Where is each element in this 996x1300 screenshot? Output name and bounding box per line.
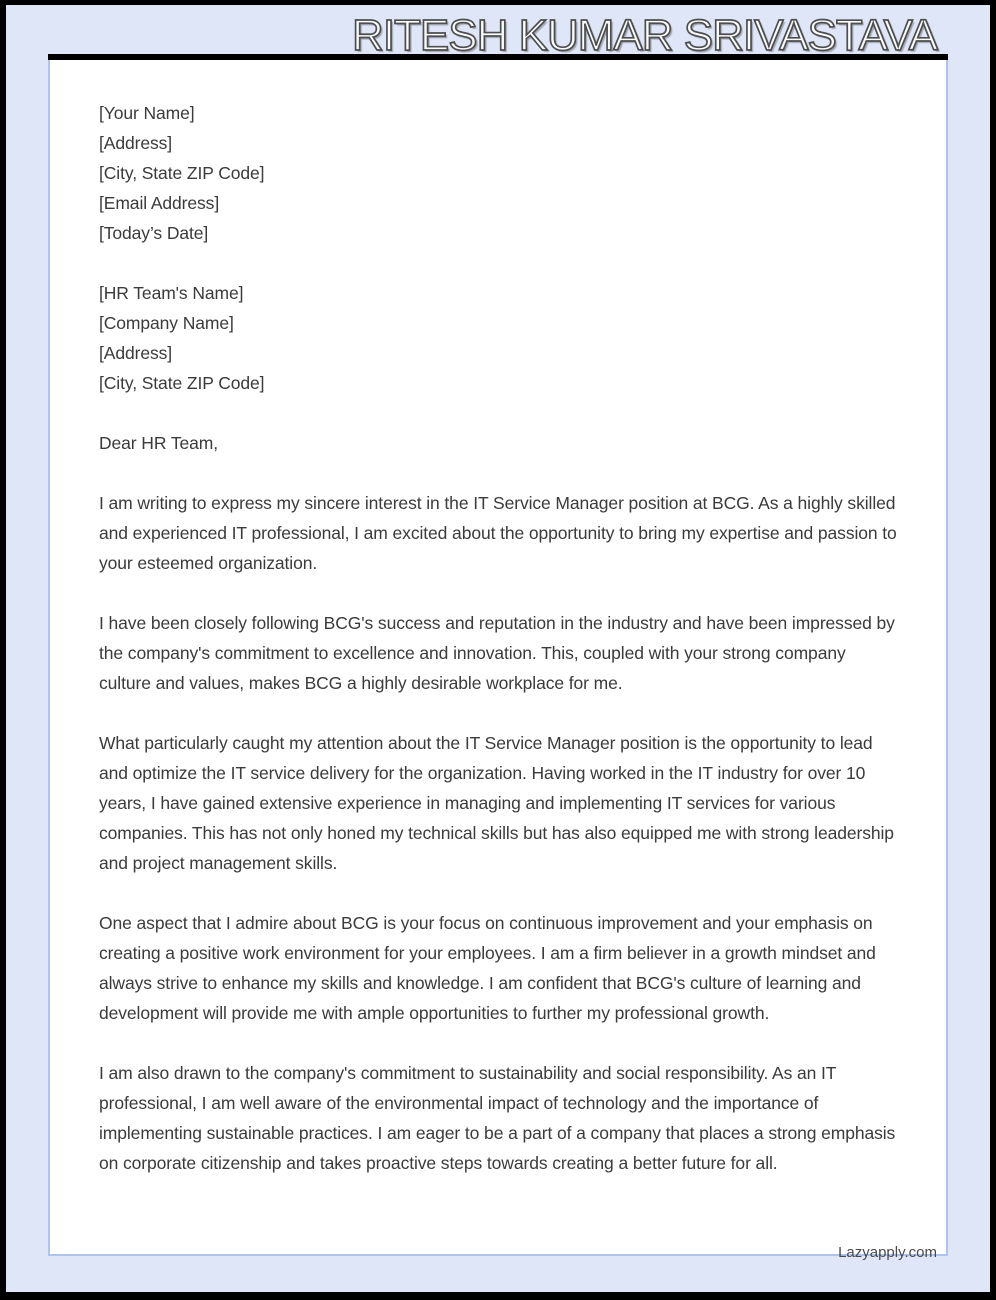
- body-paragraph-4: One aspect that I admire about BCG is your focus on continuous improvement and your emphasis on creating a positive work environment for your employees. I am a firm believer in a growth mindset and always strive to enhance my skills and knowledge. I am confident that BCG's culture of learning and development will provide me with ample opportunities to further my professional growth.: [99, 913, 876, 1023]
- page-title: RITESH KUMAR SRIVASTAVA: [352, 11, 937, 60]
- recipient-line-address: [Address]: [99, 343, 173, 363]
- sender-block: [99, 98, 899, 248]
- sender-line-email: [Email Address]: [99, 193, 220, 213]
- sender-line-city: [City, State ZIP Code]: [99, 163, 265, 183]
- body-paragraph-5: I am also drawn to the company's commitment to sustainability and social responsibility. As an IT professional, I am well aware of the environmental impact of technology and the importance of implementing sustainable practices. I am eager to be a part of a company that places a strong emphasis on corporate citizenship and takes proactive steps towards creating a better future for all.: [99, 1063, 896, 1173]
- sender-line-address: [Address]: [99, 133, 173, 153]
- recipient-line-company: [Company Name]: [99, 313, 234, 333]
- recipient-line-city: [City, State ZIP Code]: [99, 373, 265, 393]
- body-paragraph-3: What particularly caught my attention about the IT Service Manager position is the opportunity to lead and optimize the IT service delivery for the organization. Having worked in the IT industry for over 10 years, I have gained extensive experience in managing and implementing IT services for various companies. This has not only honed my technical skills but has also equipped me with strong leadership and project management skills.: [99, 733, 894, 873]
- sender-line-date: [Today’s Date]: [99, 223, 209, 243]
- body-paragraph-2: I have been closely following BCG's success and reputation in the industry and have been impressed by the company's commitment to excellence and innovation. This, coupled with your strong company culture and values, makes BCG a highly desirable workplace for me.: [99, 613, 895, 693]
- recipient-line-name: [HR Team's Name]: [99, 283, 244, 303]
- watermark: Lazyapply.com: [838, 1244, 937, 1261]
- sender-line-name: [Your Name]: [99, 103, 195, 123]
- letter-content: [99, 98, 899, 1178]
- page-background: [6, 5, 990, 1292]
- recipient-block: [99, 278, 899, 398]
- salutation: Dear HR Team,: [99, 433, 218, 453]
- body-paragraph-1: I am writing to express my sincere interest in the IT Service Manager position at BCG. As a highly skilled and experienced IT professional, I am excited about the opportunity to bring my expertise and passion to your esteemed organization.: [99, 493, 897, 573]
